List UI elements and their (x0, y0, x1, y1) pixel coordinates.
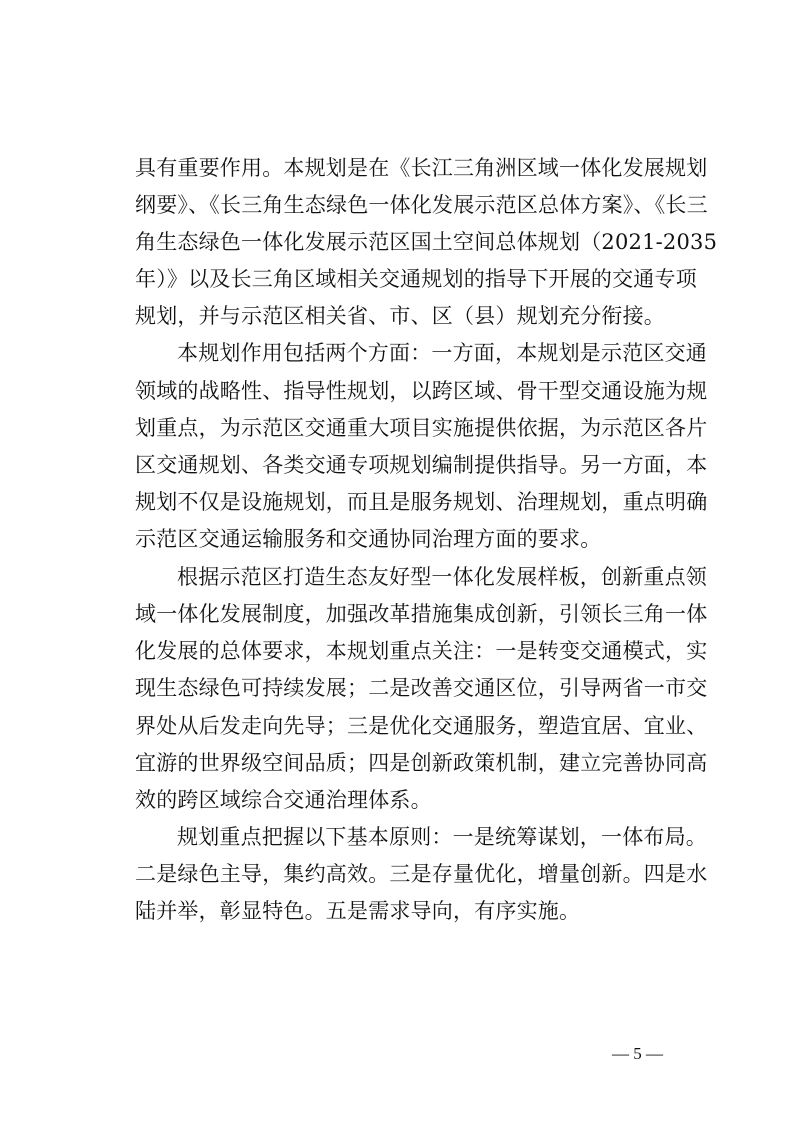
paragraph-4-line-3: 陆并举，彰显特色。五是需求导向，有序实施。 (135, 899, 581, 923)
paragraph-3-line-7: 效的跨区域综合交通治理体系。 (135, 788, 432, 812)
paragraph-1-line-1: 具有重要作用。本规划是在《长江三角洲区域一体化发展规划 (135, 156, 708, 180)
paragraph-2-line-4: 区交通规划、各类交通专项规划编制提供指导。另一方面，本 (135, 453, 708, 477)
paragraph-1-line-3: 角生态绿色一体化发展示范区国土空间总体规划（2021-2035 (135, 230, 718, 254)
paragraph-2-line-2: 领域的战略性、指导性规划，以跨区域、骨干型交通设施为规 (135, 379, 708, 403)
paragraph-3-line-3: 化发展的总体要求，本规划重点关注：一是转变交通模式，实 (135, 639, 708, 663)
paragraph-2-line-3: 划重点，为示范区交通重大项目实施提供依据，为示范区各片 (135, 416, 708, 440)
paragraph-4-line-1: 规划重点把握以下基本原则：一是统筹谋划，一体布局。 (177, 825, 707, 849)
page-number: — 5 — (612, 1044, 663, 1063)
paragraph-1-line-2: 纲要》、《长三角生态绿色一体化发展示范区总体方案》、《长三 (135, 193, 708, 217)
paragraph-2-line-6: 示范区交通运输服务和交通协同治理方面的要求。 (135, 527, 602, 551)
paragraph-3-line-2: 域一体化发展制度，加强改革措施集成创新，引领长三角一体 (135, 602, 708, 626)
paragraph-3-line-1: 根据示范区打造生态友好型一体化发展样板，创新重点领 (177, 565, 707, 589)
paragraph-3-line-4: 现生态绿色可持续发展；二是改善交通区位，引导两省一市交 (135, 676, 708, 700)
paragraph-1-line-5: 规划，并与示范区相关省、市、区（县）规划充分衔接。 (135, 304, 665, 328)
paragraph-3-line-6: 宜游的世界级空间品质；四是创新政策机制，建立完善协同高 (135, 751, 708, 775)
paragraph-2-line-5: 规划不仅是设施规划，而且是服务规划、治理规划，重点明确 (135, 490, 708, 514)
paragraph-1-line-4: 年）》以及长三角区域相关交通规划的指导下开展的交通专项 (135, 267, 697, 291)
paragraph-2-line-1: 本规划作用包括两个方面：一方面，本规划是示范区交通 (177, 341, 707, 365)
paragraph-4-line-2: 二是绿色主导，集约高效。三是存量优化，增量创新。四是水 (135, 862, 708, 886)
paragraph-3-line-5: 界处从后发走向先导；三是优化交通服务，塑造宜居、宜业、 (135, 714, 708, 738)
